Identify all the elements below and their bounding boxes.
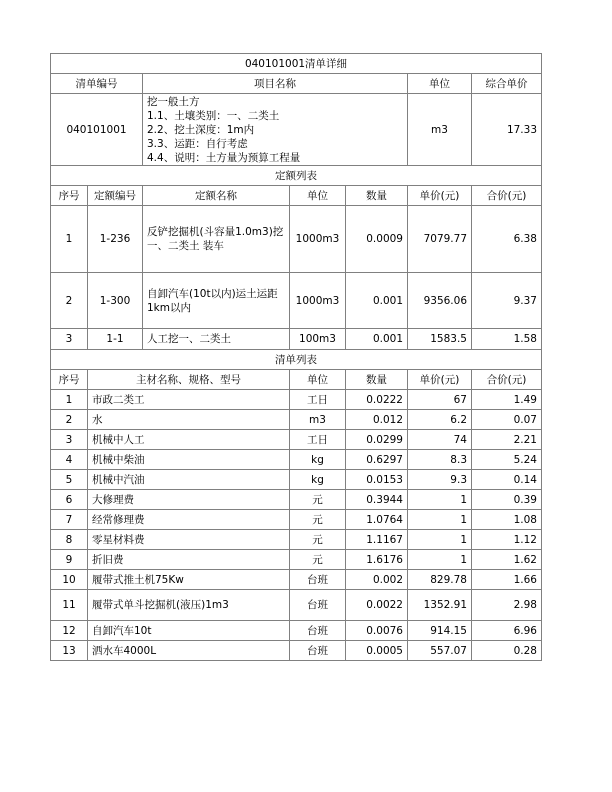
quota-unit: 100m3 bbox=[290, 329, 346, 350]
material-name: 洒水车4000L bbox=[88, 641, 290, 661]
material-qty: 0.0153 bbox=[346, 470, 408, 490]
material-price: 1352.91 bbox=[408, 590, 472, 621]
material-unit: m3 bbox=[290, 410, 346, 430]
quota-code: 1-236 bbox=[88, 206, 143, 273]
material-qty: 0.0222 bbox=[346, 390, 408, 410]
material-price: 9.3 bbox=[408, 470, 472, 490]
material-qty: 0.0076 bbox=[346, 621, 408, 641]
quota-section-title: 定额列表 bbox=[51, 166, 542, 186]
material-unit: 元 bbox=[290, 490, 346, 510]
quota-header-cell: 合价(元) bbox=[472, 186, 542, 206]
quota-price: 1583.5 bbox=[408, 329, 472, 350]
material-price: 557.07 bbox=[408, 641, 472, 661]
materials-header-cell: 数量 bbox=[346, 370, 408, 390]
materials-header-cell: 序号 bbox=[51, 370, 88, 390]
material-price: 74 bbox=[408, 430, 472, 450]
material-no: 7 bbox=[51, 510, 88, 530]
item-description bbox=[143, 94, 408, 166]
material-price: 1 bbox=[408, 490, 472, 510]
material-total: 6.96 bbox=[472, 621, 542, 641]
material-name: 水 bbox=[88, 410, 290, 430]
material-unit: 台班 bbox=[290, 621, 346, 641]
quota-header-cell: 单价(元) bbox=[408, 186, 472, 206]
material-total: 1.12 bbox=[472, 530, 542, 550]
material-unit: 元 bbox=[290, 510, 346, 530]
materials-header-cell: 主材名称、规格、型号 bbox=[88, 370, 290, 390]
material-name: 自卸汽车10t bbox=[88, 621, 290, 641]
material-qty: 1.0764 bbox=[346, 510, 408, 530]
quota-header-cell: 序号 bbox=[51, 186, 88, 206]
materials-header-cell: 单价(元) bbox=[408, 370, 472, 390]
material-unit: 台班 bbox=[290, 590, 346, 621]
item-desc-line: 4.4、说明：土方量为预算工程量 bbox=[147, 151, 301, 164]
material-no: 10 bbox=[51, 570, 88, 590]
quota-code: 1-1 bbox=[88, 329, 143, 350]
quota-row bbox=[51, 206, 542, 273]
table-row bbox=[51, 570, 542, 590]
materials-header-cell: 合价(元) bbox=[472, 370, 542, 390]
material-name: 机械中人工 bbox=[88, 430, 290, 450]
quota-header-cell: 定额编号 bbox=[88, 186, 143, 206]
material-no: 3 bbox=[51, 430, 88, 450]
table-row bbox=[51, 490, 542, 510]
material-unit: 台班 bbox=[290, 570, 346, 590]
quota-qty: 0.0009 bbox=[346, 206, 408, 273]
material-price: 67 bbox=[408, 390, 472, 410]
table-row bbox=[51, 430, 542, 450]
material-qty: 0.0005 bbox=[346, 641, 408, 661]
material-name: 市政二类工 bbox=[88, 390, 290, 410]
material-price: 1 bbox=[408, 530, 472, 550]
material-unit: 元 bbox=[290, 530, 346, 550]
material-qty: 0.012 bbox=[346, 410, 408, 430]
material-name: 机械中柴油 bbox=[88, 450, 290, 470]
quota-unit: 1000m3 bbox=[290, 206, 346, 273]
header-price: 综合单价 bbox=[472, 74, 542, 94]
material-total: 1.62 bbox=[472, 550, 542, 570]
material-unit: 台班 bbox=[290, 641, 346, 661]
material-unit: 工日 bbox=[290, 430, 346, 450]
quota-name: 自卸汽车(10t以内)运土运距1km以内 bbox=[143, 273, 290, 329]
table-row bbox=[51, 470, 542, 490]
material-total: 0.07 bbox=[472, 410, 542, 430]
material-price: 6.2 bbox=[408, 410, 472, 430]
material-no: 12 bbox=[51, 621, 88, 641]
material-no: 5 bbox=[51, 470, 88, 490]
header-unit: 单位 bbox=[408, 74, 472, 94]
material-unit: kg bbox=[290, 470, 346, 490]
material-price: 1 bbox=[408, 510, 472, 530]
material-no: 6 bbox=[51, 490, 88, 510]
material-name: 履带式单斗挖掘机(液压)1m3 bbox=[88, 590, 290, 621]
material-total: 1.66 bbox=[472, 570, 542, 590]
material-unit: 工日 bbox=[290, 390, 346, 410]
quota-row bbox=[51, 273, 542, 329]
material-no: 1 bbox=[51, 390, 88, 410]
material-qty: 1.1167 bbox=[346, 530, 408, 550]
material-qty: 0.6297 bbox=[346, 450, 408, 470]
material-total: 2.21 bbox=[472, 430, 542, 450]
material-name: 大修理费 bbox=[88, 490, 290, 510]
item-unit: m3 bbox=[408, 94, 472, 166]
material-total: 1.49 bbox=[472, 390, 542, 410]
material-name: 折旧费 bbox=[88, 550, 290, 570]
material-name: 经常修理费 bbox=[88, 510, 290, 530]
material-total: 1.08 bbox=[472, 510, 542, 530]
material-name: 机械中汽油 bbox=[88, 470, 290, 490]
quota-no: 1 bbox=[51, 206, 88, 273]
material-qty: 0.0299 bbox=[346, 430, 408, 450]
quota-total: 1.58 bbox=[472, 329, 542, 350]
material-total: 0.28 bbox=[472, 641, 542, 661]
materials-header-cell: 单位 bbox=[290, 370, 346, 390]
quota-total: 6.38 bbox=[472, 206, 542, 273]
table-title: 040101001清单详细 bbox=[51, 54, 542, 74]
material-total: 2.98 bbox=[472, 590, 542, 621]
material-price: 1 bbox=[408, 550, 472, 570]
material-unit: kg bbox=[290, 450, 346, 470]
table-row bbox=[51, 550, 542, 570]
table-row bbox=[51, 641, 542, 661]
header-code: 清单编号 bbox=[51, 74, 143, 94]
table-row bbox=[51, 590, 542, 621]
item-desc-line: 1.1、土壤类别：一、二类土 bbox=[147, 109, 280, 122]
quota-code: 1-300 bbox=[88, 273, 143, 329]
material-qty: 1.6176 bbox=[346, 550, 408, 570]
quota-price: 7079.77 bbox=[408, 206, 472, 273]
material-total: 0.39 bbox=[472, 490, 542, 510]
materials-section-title: 清单列表 bbox=[51, 350, 542, 370]
quota-name: 人工挖一、二类土 bbox=[143, 329, 290, 350]
materials-body bbox=[51, 390, 542, 661]
item-desc-line: 3.3、运距：自行考虑 bbox=[147, 137, 248, 150]
table-row bbox=[51, 390, 542, 410]
quota-price: 9356.06 bbox=[408, 273, 472, 329]
table-row bbox=[51, 530, 542, 550]
material-no: 11 bbox=[51, 590, 88, 621]
material-name: 履带式推土机75Kw bbox=[88, 570, 290, 590]
quota-qty: 0.001 bbox=[346, 273, 408, 329]
quota-row bbox=[51, 329, 542, 350]
bill-detail-table bbox=[50, 53, 542, 661]
material-price: 829.78 bbox=[408, 570, 472, 590]
table-row bbox=[51, 450, 542, 470]
table-row bbox=[51, 621, 542, 641]
material-total: 0.14 bbox=[472, 470, 542, 490]
item-code: 040101001 bbox=[51, 94, 143, 166]
material-total: 5.24 bbox=[472, 450, 542, 470]
item-desc-line: 挖一般土方 bbox=[147, 95, 200, 108]
quota-total: 9.37 bbox=[472, 273, 542, 329]
material-qty: 0.002 bbox=[346, 570, 408, 590]
quota-header-cell: 单位 bbox=[290, 186, 346, 206]
quota-header-cell: 数量 bbox=[346, 186, 408, 206]
material-no: 4 bbox=[51, 450, 88, 470]
material-no: 13 bbox=[51, 641, 88, 661]
material-qty: 0.0022 bbox=[346, 590, 408, 621]
quota-name: 反铲挖掘机(斗容量1.0m3)挖一、二类土 装车 bbox=[143, 206, 290, 273]
material-price: 8.3 bbox=[408, 450, 472, 470]
material-no: 9 bbox=[51, 550, 88, 570]
material-no: 2 bbox=[51, 410, 88, 430]
material-no: 8 bbox=[51, 530, 88, 550]
quota-unit: 1000m3 bbox=[290, 273, 346, 329]
material-unit: 元 bbox=[290, 550, 346, 570]
item-price: 17.33 bbox=[472, 94, 542, 166]
table-row bbox=[51, 410, 542, 430]
table-row bbox=[51, 510, 542, 530]
header-name: 项目名称 bbox=[143, 74, 408, 94]
material-name: 零星材料费 bbox=[88, 530, 290, 550]
quota-qty: 0.001 bbox=[346, 329, 408, 350]
material-qty: 0.3944 bbox=[346, 490, 408, 510]
material-price: 914.15 bbox=[408, 621, 472, 641]
quota-no: 2 bbox=[51, 273, 88, 329]
quota-header-cell: 定额名称 bbox=[143, 186, 290, 206]
item-desc-line: 2.2、挖土深度：1m内 bbox=[147, 123, 255, 136]
quota-no: 3 bbox=[51, 329, 88, 350]
